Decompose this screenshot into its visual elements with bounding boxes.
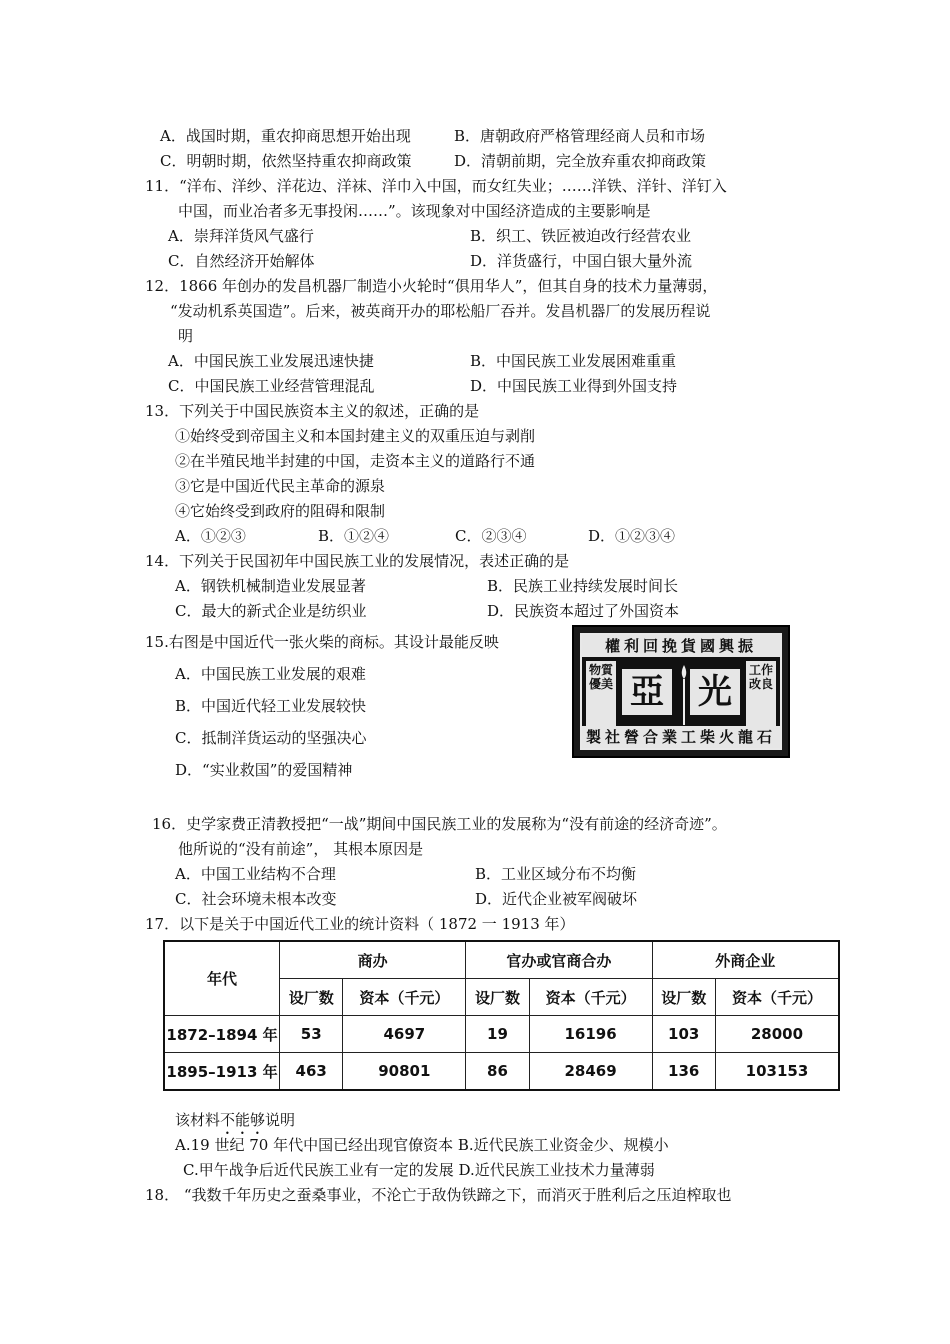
table-header-foreign: 外商企业 [652, 941, 839, 979]
q13-stem: 13．下列关于中国民族资本主义的叙述，正确的是 [145, 402, 480, 420]
q12-option-c: C．中国民族工业经营管理混乱 [168, 377, 375, 395]
q16-option-a: A．中国工业结构不合理 [175, 865, 336, 883]
q15-option-c: C．抵制洋货运动的坚强决心 [175, 729, 367, 747]
table-cell: 463 [280, 1053, 343, 1091]
q11-stem-line1: 11．“洋布、洋纱、洋花边、洋袜、洋巾入中国，而女红失业；……洋铁、洋针、洋钉入 [145, 177, 727, 195]
q16-stem-line2: 他所说的“没有前途”， 其根本原因是 [178, 840, 424, 858]
q14-option-a: A．钢铁机械制造业发展显著 [175, 577, 366, 595]
q10-option-c: C．明朝时期，依然坚持重农抑商政策 [160, 152, 412, 170]
q13-statement-1: ①始终受到帝国主义和本国封建主义的双重压迫与剥削 [175, 427, 536, 445]
q13-statement-3: ③它是中国近代民主革命的源泉 [175, 477, 386, 495]
q15-option-b: B．中国近代轻工业发展较快 [175, 697, 367, 715]
q14-option-b: B．民族工业持续发展时间长 [487, 577, 679, 595]
matchbox-char-guang: 光 [690, 669, 740, 715]
table-cell: 103153 [715, 1053, 839, 1091]
table-row [164, 1016, 839, 1053]
q14-option-d: D．民族资本超过了外国资本 [487, 602, 680, 620]
q16-stem-line1: 16．史学家费正清教授把“一战”期间中国民族工业的发展称为“没有前途的经济奇迹”。 [152, 815, 727, 833]
matchbox-top-band: 權利回挽貨國興振 [582, 635, 780, 657]
q18-stem-line1: 18． “我数千年历史之蚕桑事业，不沦亡于敌伪铁蹄之下，而消灭于胜利后之压迫榨取也 [145, 1186, 732, 1204]
table-row [164, 1053, 839, 1091]
q17-stem-pre: 该材料 [175, 1111, 221, 1129]
matchbox-label-image [572, 625, 790, 758]
table-cell: 136 [652, 1053, 715, 1091]
q12-option-b: B．中国民族工业发展困难重重 [470, 352, 677, 370]
q15-option-a: A．中国民族工业发展的艰难 [175, 665, 366, 683]
table-cell-year: 1872–1894 年 [164, 1016, 280, 1053]
table-cell-year: 1895–1913 年 [164, 1053, 280, 1091]
q13-option-b: B．①②④ [318, 527, 390, 545]
q13-option-c: C．②③④ [455, 527, 527, 545]
table-subheader-count: 设厂数 [652, 979, 715, 1016]
table-cell: 103 [652, 1016, 715, 1053]
table-subheader-capital: 资本（千元） [529, 979, 652, 1016]
q12-stem-line2: “发动机系英国造”。后来，被英商开办的耶松船厂吞并。发昌机器厂的发展历程说 [170, 302, 711, 320]
matchbox-right-panel: 工作改良 [746, 661, 776, 727]
table-header-private: 商办 [280, 941, 466, 979]
table-cell: 16196 [529, 1016, 652, 1053]
table-cell: 19 [466, 1016, 529, 1053]
q16-option-b: B．工业区域分布不均衡 [475, 865, 637, 883]
q17-options-ab: A.19 世纪 70 年代中国已经出现官僚资本 B.近代民族工业资金少、规模小 [175, 1136, 669, 1154]
q12-stem-line1: 12．1866 年创办的发昌机器厂制造小火轮时“俱用华人”，但其自身的技术力量薄弱， [145, 277, 718, 295]
q17-stem-emphasis: 不能够 [220, 1111, 266, 1129]
q17-stem-post: 说明 [265, 1111, 296, 1129]
table-header-year: 年代 [164, 941, 280, 1016]
industry-statistics-table [163, 940, 840, 1091]
q10-option-a: A．战国时期，重农抑商思想开始出现 [160, 127, 411, 145]
table-cell: 28000 [715, 1016, 839, 1053]
q12-stem-line3: 明 [178, 327, 194, 345]
matchbox-char-ya: 亞 [622, 669, 672, 715]
table-cell: 4697 [343, 1016, 466, 1053]
q11-option-d: D．洋货盛行，中国白银大量外流 [470, 252, 693, 270]
q15-option-d: D．“实业救国”的爱国精神 [175, 761, 353, 779]
table-subheader-count: 设厂数 [466, 979, 529, 1016]
q14-stem: 14．下列关于民国初年中国民族工业的发展情况，表述正确的是 [145, 552, 570, 570]
q13-statement-4: ④它始终受到政府的阻碍和限制 [175, 502, 386, 520]
q14-option-c: C．最大的新式企业是纺织业 [175, 602, 367, 620]
q13-statement-2: ②在半殖民地半封建的中国，走资本主义的道路行不通 [175, 452, 536, 470]
q16-option-c: C．社会环境未根本改变 [175, 890, 337, 908]
table-cell: 90801 [343, 1053, 466, 1091]
table-cell: 28469 [529, 1053, 652, 1091]
q11-option-a: A．崇拜洋货风气盛行 [168, 227, 314, 245]
q12-option-a: A．中国民族工业发展迅速快捷 [168, 352, 374, 370]
table-cell: 53 [280, 1016, 343, 1053]
torch-icon [679, 663, 689, 727]
table-subheader-count: 设厂数 [280, 979, 343, 1016]
q10-option-d: D．清朝前期，完全放弃重农抑商政策 [454, 152, 707, 170]
table-subheader-capital: 资本（千元） [343, 979, 466, 1016]
matchbox-bottom-band: 製社營合業工柴火龍石 [582, 726, 780, 748]
table-header-official: 官办或官商合办 [466, 941, 652, 979]
q11-stem-line2: 中国，而业冶者多无事投闲……”。该现象对中国经济造成的主要影响是 [178, 202, 651, 220]
matchbox-left-panel: 物質優美 [586, 661, 616, 727]
q13-option-d: D．①②③④ [588, 527, 676, 545]
q17-stem: 17．以下是关于中国近代工业的统计资料（ 1872 一 1913 年） [145, 915, 575, 933]
q15-stem: 15.右图是中国近代一张火柴的商标。其设计最能反映 [145, 633, 499, 651]
table-subheader-capital: 资本（千元） [715, 979, 839, 1016]
q13-option-a: A．①②③ [175, 527, 246, 545]
q11-option-c: C．自然经济开始解体 [168, 252, 315, 270]
q16-option-d: D．近代企业被军阀破坏 [475, 890, 638, 908]
table-cell: 86 [466, 1053, 529, 1091]
q10-option-b: B．唐朝政府严格管理经商人员和市场 [454, 127, 706, 145]
q17-question-line [175, 1110, 295, 1138]
q17-options-cd: C.甲午战争后近代民族工业有一定的发展 D.近代民族工业技术力量薄弱 [183, 1161, 655, 1179]
q12-option-d: D．中国民族工业得到外国支持 [470, 377, 678, 395]
q11-option-b: B．织工、铁匠被迫改行经营农业 [470, 227, 692, 245]
